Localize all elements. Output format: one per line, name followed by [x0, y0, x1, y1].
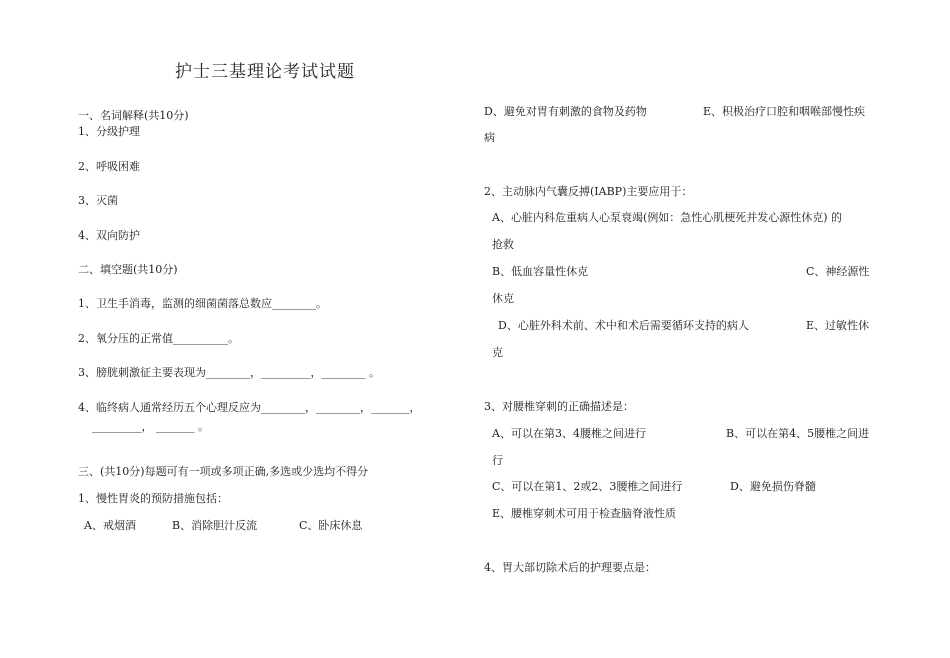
- answer-option-continued: 克: [492, 346, 503, 359]
- answer-option: A、戒烟酒: [84, 519, 136, 532]
- question-text: 1、分级护理: [78, 125, 140, 138]
- answer-option-continued: 休克: [492, 292, 514, 305]
- question-text: 2、氧分压的正常值__________。: [78, 332, 239, 345]
- question-text: 4、双向防护: [78, 229, 140, 242]
- answer-option: C、卧床休息: [299, 519, 363, 532]
- answer-option-continued: 行: [492, 454, 503, 467]
- answer-option-continued: 病: [484, 131, 495, 144]
- answer-option: D、心脏外科术前、术中和术后需要循环支持的病人: [498, 319, 749, 332]
- question-text: 3、灭菌: [78, 194, 118, 207]
- answer-option: C、神经源性: [806, 265, 870, 278]
- question-text-continued: _________， _______ 。: [92, 420, 209, 433]
- answer-option: B、可以在第4、5腰椎之间进: [726, 427, 870, 440]
- answer-option: E、过敏性休: [806, 319, 870, 332]
- page-title: 护士三基理论考试试题: [175, 62, 355, 82]
- question-text: 1、慢性胃炎的预防措施包括：: [78, 492, 228, 505]
- answer-option-continued: 抢救: [492, 238, 514, 251]
- answer-option: D、避免损伤脊髓: [730, 480, 816, 493]
- question-text: 3、膀胱刺激征主要表现为________，_________，________ 。: [78, 366, 380, 379]
- answer-option: A、可以在第3、4腰椎之间进行: [492, 427, 646, 440]
- answer-option: B、消除胆汁反流: [172, 519, 258, 532]
- answer-option: E、积极治疗口腔和咽喉部慢性疾: [703, 105, 866, 118]
- question-text: 3、对腰椎穿刺的正确描述是：: [484, 400, 634, 413]
- question-text: 4、胃大部切除术后的护理要点是：: [484, 561, 656, 574]
- answer-option: E、腰椎穿刺术可用于检查脑脊液性质: [492, 507, 677, 520]
- answer-option: D、避免对胃有刺激的食物及药物: [484, 105, 647, 118]
- question-text: 4、临终病人通常经历五个心理反应为________，________，_______，: [78, 401, 421, 414]
- question-text: 1、卫生手消毒，监测的细菌菌落总数应________。: [78, 297, 327, 310]
- question-text: 2、呼吸困难: [78, 160, 140, 173]
- question-text: 2、主动脉内气囊反搏(IABP)主要应用于：: [484, 185, 693, 198]
- answer-option: B、低血容量性休克: [492, 265, 589, 278]
- section-heading-multiple-choice: 三、(共10分)每题可有一项或多项正确,多选或少选均不得分: [78, 465, 369, 478]
- answer-option: A、心脏内科危重病人心泵衰竭(例如：急性心肌梗死并发心源性休克) 的: [492, 211, 843, 224]
- section-heading-fill-blank: 二、填空题(共10分): [78, 263, 178, 276]
- section-heading-definitions: 一、名词解释(共10分): [78, 109, 189, 122]
- answer-option: C、可以在第1、2或2、3腰椎之间进行: [492, 480, 683, 493]
